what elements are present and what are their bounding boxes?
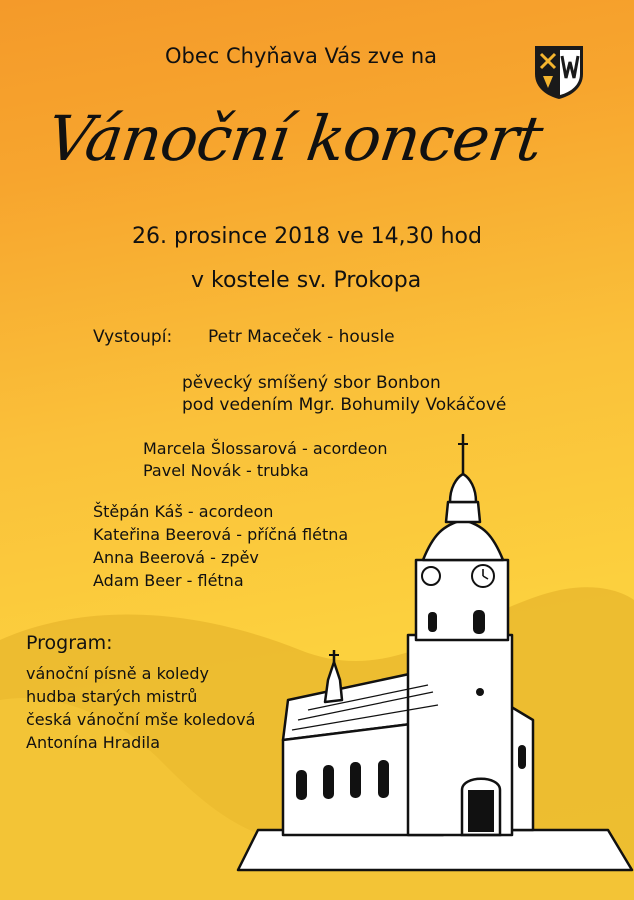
performer-line: Pavel Novák - trubka bbox=[143, 461, 309, 480]
choir-line: pěvecký smíšený sbor Bonbon bbox=[182, 373, 441, 393]
performer-line: Petr Maceček - housle bbox=[208, 327, 395, 347]
choir-line: pod vedením Mgr. Bohumily Vokáčové bbox=[182, 395, 507, 415]
performer-line: Adam Beer - flétna bbox=[93, 571, 244, 590]
performer-line: Kateřina Beerová - příčná flétna bbox=[93, 525, 349, 544]
performer-line: Anna Beerová - zpěv bbox=[93, 548, 259, 567]
program-item: česká vánoční mše koledová bbox=[26, 710, 256, 729]
coat-of-arms-icon bbox=[533, 44, 585, 100]
event-place: v kostele sv. Prokopa bbox=[191, 268, 422, 293]
performer-line: Štěpán Káš - acordeon bbox=[93, 502, 274, 521]
program-item: hudba starých mistrů bbox=[26, 687, 198, 706]
program-label: Program: bbox=[26, 632, 113, 654]
invite-text: Obec Chyňava Vás zve na bbox=[165, 44, 437, 68]
performer-line: Marcela Šlossarová - acordeon bbox=[143, 439, 388, 458]
program-item: vánoční písně a koledy bbox=[26, 664, 209, 683]
performers-label: Vystoupí: bbox=[93, 327, 173, 347]
concert-title: Vánoční koncert bbox=[42, 102, 547, 175]
event-date: 26. prosince 2018 ve 14,30 hod bbox=[132, 224, 482, 249]
church-illustration bbox=[228, 430, 634, 875]
program-item: Antonína Hradila bbox=[26, 733, 161, 752]
